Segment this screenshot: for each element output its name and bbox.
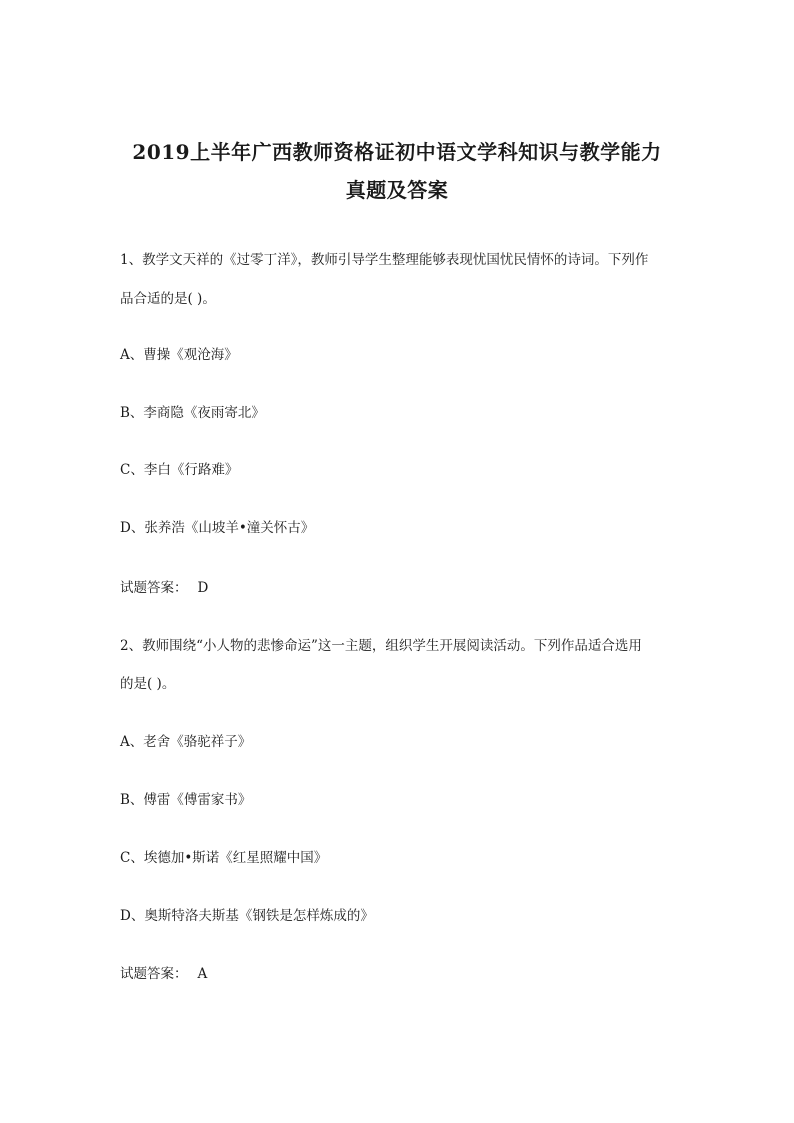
question-1-option-b: B、李商隐《夜雨寄北》 [120,405,265,421]
question-2-stem-line-2: 的是( )。 [120,676,176,692]
question-1-stem-line-1: 1、教学文天祥的《过零丁洋》，教师引导学生整理能够表现忧国忧民情怀的诗词。下列作 [120,252,649,268]
question-2-option-c: C、埃德加•斯诺《红星照耀中国》 [120,850,328,866]
question-2-option-d: D、奥斯特洛夫斯基《钢铁是怎样炼成的》 [120,908,374,924]
document-title-line-1: 2019上半年广西教师资格证初中语文学科知识与教学能力 [132,140,662,164]
question-2-option-b: B、傅雷《傅雷家书》 [120,792,252,808]
question-1-answer [120,579,680,597]
answer-label: 试题答案： [120,966,188,982]
answer-value: A [197,966,208,982]
question-1-option-a: A、曹操《观沧海》 [120,347,238,363]
question-1-option-d: D、张养浩《山坡羊•潼关怀古》 [120,520,315,536]
question-1-stem-line-2: 品合适的是( )。 [120,291,216,307]
question-2-stem-line-1: 2、教师围绕“小人物的悲惨命运”这一主题，组织学生开展阅读活动。下列作品适合选用 [120,638,642,654]
answer-label: 试题答案： [120,580,188,596]
question-2-option-a: A、老舍《骆驼祥子》 [120,734,252,750]
question-1-option-c: C、李白《行路难》 [120,462,239,478]
question-2-answer [120,965,680,983]
answer-value: D [197,580,209,596]
document-title-line-2: 真题及答案 [345,178,449,202]
